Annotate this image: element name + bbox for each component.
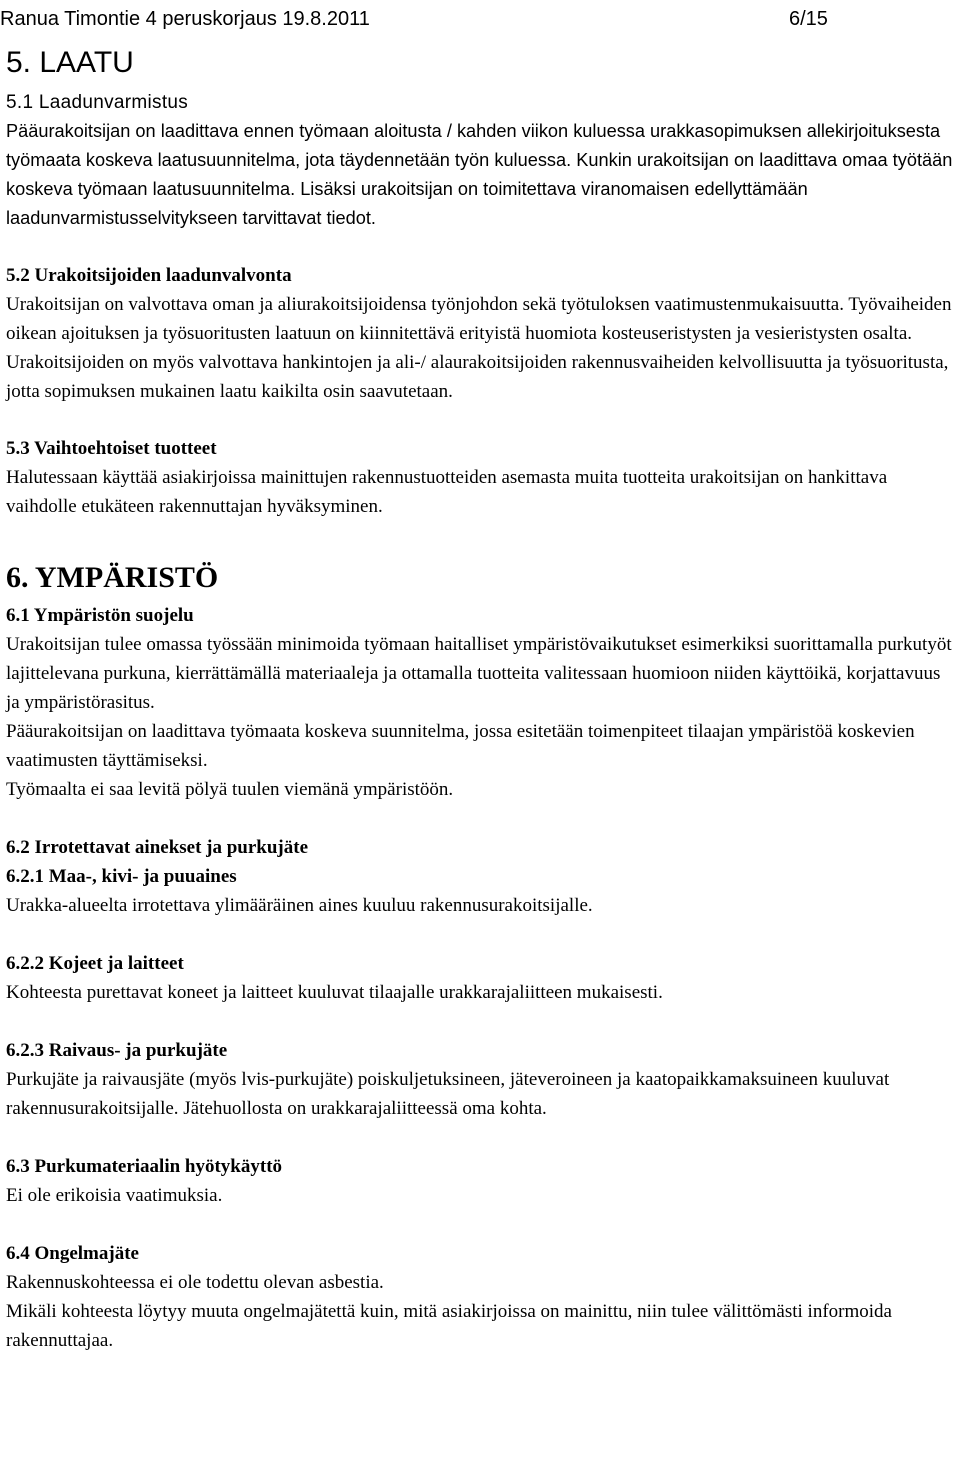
heading-6-2-3: 6.2.3 Raivaus- ja purkujäte bbox=[6, 1040, 228, 1061]
spacer bbox=[6, 1210, 958, 1239]
body-6-2-2: Kohteesta purettavat koneet ja laitteet kuuluvat tilaajalle urakkarajaliitteen mukaisesti. bbox=[6, 982, 663, 1003]
section-6-1 bbox=[6, 601, 958, 804]
body-6-1-p3: Työmaalta ei saa levitä pölyä tuulen viemänä ympäristöön. bbox=[6, 779, 454, 800]
heading-5-3: 5.3 Vaihtoehtoiset tuotteet bbox=[6, 438, 217, 459]
spacer bbox=[6, 521, 958, 561]
body-6-1-p1: Urakoitsijan tulee omassa työssään minimoida työmaan haitalliset ympäristövaikutukset esimerkiksi suorittamalla purkutyöt lajittelevana purkuna, kierrättämällä materiaaleja ja ottamalla tuotteita valitessaan huomioon niiden käyttöikä, korjattavuus ja ympäristörasitus. bbox=[6, 634, 952, 713]
heading-6-1: 6.1 Ympäristön suojelu bbox=[6, 605, 194, 626]
section-6-4 bbox=[6, 1239, 958, 1355]
spacer bbox=[6, 804, 958, 833]
body-5-3: Halutessaan käyttää asiakirjoissa mainittujen rakennustuotteiden asemasta muita tuotteita urakoitsijan on hankittava vaihdolle etukäteen rakennuttajan hyväksyminen. bbox=[6, 467, 888, 517]
section-heading-laatu: 5. LAATU bbox=[6, 46, 134, 79]
spacer bbox=[6, 406, 958, 434]
body-6-2-3: Purkujäte ja raivausjäte (myös lvis-purkujäte) poiskuljetuksineen, jäteveroineen ja kaatopaikkamaksuineen kuuluvat rakennusurakoitsijalle. Jätehuollosta on urakkarajaliitteessä oma kohta. bbox=[6, 1069, 890, 1119]
body-6-1-p2: Pääurakoitsijan on laadittava työmaata koskeva suunnitelma, jossa esitetään toimenpiteet tilaajan ympäristöä koskevien vaatimusten täyttämiseksi. bbox=[6, 721, 915, 771]
section-5-2 bbox=[6, 261, 958, 406]
body-5-2: Urakoitsijan on valvottava oman ja aliurakoitsijoidensa työnjohdon sekä työtuloksen vaatimustenmukaisuutta. Työvaiheiden oikean ajoituksen ja työsuoritusten laatuun on kiinnitettävä erityistä huomiota kosteuseristysten ja vesieristysten osalta. Urakoitsijoiden on myös valvottava hankintojen ja ali-/ alaurakoitsijoiden rakennusvaiheiden kelvollisuutta ja työsuoritusta, jotta sopimuksen mukainen laatu kaikilta osin saavutetaan. bbox=[6, 294, 952, 402]
spacer bbox=[6, 1123, 958, 1152]
heading-5-2: 5.2 Urakoitsijoiden laadunvalvonta bbox=[6, 265, 292, 286]
heading-5-1: 5.1 Laadunvarmistus bbox=[6, 92, 189, 113]
heading-6-3: 6.3 Purkumateriaalin hyötykäyttö bbox=[6, 1156, 283, 1177]
header-title: Ranua Timontie 4 peruskorjaus 19.8.2011 bbox=[0, 8, 370, 30]
body-6-3: Ei ole erikoisia vaatimuksia. bbox=[6, 1185, 223, 1206]
section-6-2 bbox=[6, 833, 958, 1123]
body-5-1: Pääurakoitsijan on laadittava ennen työmaan aloitusta / kahden viikon kuluessa urakkasopimuksen allekirjoituksesta työmaata koskeva laatusuunnitelma, jota täydennetään työn kuluessa. Kunkin urakoitsijan on laadittava omaa työtään koskeva työmaan laatusuunnitelma. Lisäksi urakoitsijan on toimitettava viranomaisen edellyttämään laadunvarmistusselvitykseen tarvittavat tiedot. bbox=[6, 121, 953, 228]
heading-6-2: 6.2 Irrotettavat ainekset ja purkujäte bbox=[6, 837, 309, 858]
body-6-2-1: Urakka-alueelta irrotettava ylimääräinen aines kuuluu rakennusurakoitsijalle. bbox=[6, 895, 593, 916]
body-6-4-p2: Mikäli kohteesta löytyy muuta ongelmajätettä kuin, mitä asiakirjoissa on mainittu, niin tulee välittömästi informoida rakennuttajaa. bbox=[6, 1301, 892, 1351]
heading-6-2-2: 6.2.2 Kojeet ja laitteet bbox=[6, 953, 184, 974]
section-heading-ymparisto: 6. YMPÄRISTÖ bbox=[6, 561, 219, 594]
spacer bbox=[6, 920, 958, 949]
page-header bbox=[0, 0, 958, 38]
heading-6-4: 6.4 Ongelmajäte bbox=[6, 1243, 139, 1264]
body-6-4-p1: Rakennuskohteessa ei ole todettu olevan asbestia. bbox=[6, 1272, 384, 1293]
section-5-1 bbox=[6, 88, 958, 233]
section-5-3 bbox=[6, 434, 958, 521]
page-number: 6/15 bbox=[789, 8, 828, 30]
spacer bbox=[6, 1007, 958, 1036]
heading-6-2-1: 6.2.1 Maa-, kivi- ja puuaines bbox=[6, 866, 237, 887]
spacer bbox=[6, 233, 958, 261]
section-6-3 bbox=[6, 1152, 958, 1210]
